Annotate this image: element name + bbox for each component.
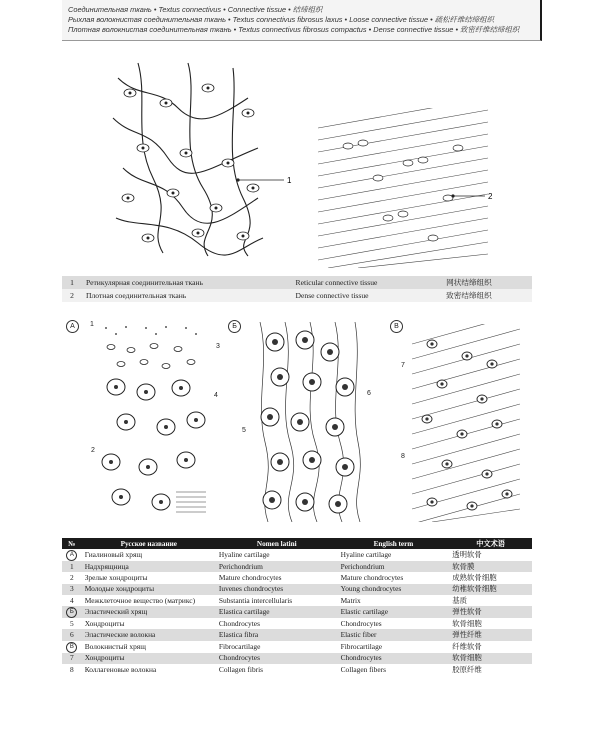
russian-term: Хондроциты — [84, 618, 125, 628]
chinese-term: 幼稚软骨细胞 — [449, 584, 532, 595]
table-row — [62, 584, 532, 595]
panel-label-v: B — [390, 320, 403, 333]
chinese-term: 弹性软骨 — [449, 606, 532, 618]
latin-term: Substantia intercellularis — [218, 595, 293, 605]
english-term: Young chondrocytes — [338, 584, 450, 595]
row-number-label: Б — [66, 607, 77, 618]
header-english: English term — [338, 538, 450, 549]
chinese-term: 弹性纤维 — [449, 629, 532, 640]
header-number: № — [62, 538, 82, 549]
figure-hyaline-cartilage — [86, 322, 226, 522]
row-number — [62, 618, 82, 629]
row-number-label: 4 — [70, 595, 74, 605]
row-number — [62, 572, 82, 583]
row-number — [62, 561, 82, 572]
english-term: Fibrocartilage — [340, 641, 383, 651]
table-row — [62, 606, 532, 618]
chinese-term: 成熟软骨细胞 — [452, 572, 497, 582]
callout-3: 3 — [216, 343, 220, 350]
table-header-row — [62, 538, 532, 549]
table-row — [62, 549, 532, 561]
english-term: Mature chondrocytes — [340, 572, 404, 582]
russian-term: Волокнистый хрящ — [84, 641, 146, 651]
header-russian: Русское название — [82, 538, 216, 549]
cartilage-table — [62, 538, 532, 675]
latin-term: Collagen fibris — [218, 664, 264, 674]
row-number — [62, 606, 82, 618]
callout-7: 7 — [401, 362, 405, 369]
row-number-label: 2 — [70, 572, 74, 582]
header-chinese: 中文术语 — [449, 538, 532, 549]
callout-4: 4 — [214, 392, 218, 399]
figure-fibrocartilage — [412, 324, 520, 522]
table-row — [62, 572, 532, 583]
english-term: Elastic fiber — [338, 629, 450, 640]
russian-term: Надхрящница — [82, 561, 216, 572]
table-body — [62, 549, 532, 675]
callout-5: 5 — [242, 427, 246, 434]
row-number-label: B — [66, 642, 77, 653]
row-number-label: 3 — [70, 584, 74, 594]
chinese-term: 纤维软骨 — [452, 641, 482, 651]
row-number — [62, 641, 82, 653]
table-row — [62, 629, 532, 640]
latin-term: Chondrocytes — [216, 653, 338, 664]
row-number — [62, 653, 82, 664]
english-term: Perichondrium — [338, 561, 450, 572]
row-number-label: 1 — [70, 561, 74, 571]
callout-1: 1 — [287, 176, 292, 185]
chinese-term: 软骨细胞 — [452, 618, 482, 628]
row-number: 1 — [62, 276, 82, 289]
chinese-term: 胶原纤维 — [452, 664, 482, 674]
row-number-label: 8 — [70, 664, 74, 674]
chinese-term: 网状结缔组织 — [442, 276, 532, 289]
chinese-term: 软骨膜 — [449, 561, 532, 572]
panel-label-a: A — [66, 320, 79, 333]
callout-6: 6 — [367, 390, 371, 397]
russian-term: Хондроциты — [82, 653, 216, 664]
russian-term: Эластический хрящ — [82, 606, 216, 618]
russian-term: Эластические волокна — [82, 629, 216, 640]
english-term: Reticular connective tissue — [292, 276, 443, 289]
russian-term: Ретикулярная соединительная ткань — [82, 276, 292, 289]
callout-2: 2 — [488, 192, 493, 201]
english-term: Hyaline cartilage — [340, 550, 392, 559]
row-number — [62, 629, 82, 640]
row-number — [62, 664, 82, 675]
russian-term: Молодые хондроциты — [82, 584, 216, 595]
latin-term: Elastica fibra — [216, 629, 338, 640]
latin-term: Fibrocartilage — [218, 641, 261, 651]
chinese-term: 软骨细胞 — [449, 653, 532, 664]
row-number: 2 — [62, 289, 82, 302]
table-row — [62, 653, 532, 664]
latin-term: Elastica cartilage — [216, 606, 338, 618]
table-row — [62, 276, 532, 289]
header-line: Плотная волокнистая соединительная ткань • Textus connectivus fibrosus compactus • Dense connective tissue • 致密纤维结缔组织 — [68, 25, 520, 34]
russian-term: Плотная соединительная ткань — [82, 289, 292, 302]
chinese-term: 透明软骨 — [452, 550, 482, 559]
callout-1: 1 — [90, 321, 94, 328]
latin-term: Hyaline cartilage — [218, 550, 270, 559]
page-header — [62, 0, 542, 41]
callout-2: 2 — [91, 447, 95, 454]
table-row — [62, 561, 532, 572]
table-row — [62, 289, 532, 302]
latin-term: Iuvenes chondrocytes — [216, 584, 338, 595]
row-number — [62, 584, 82, 595]
row-number — [62, 595, 82, 606]
russian-term: Зрелые хондроциты — [84, 572, 148, 582]
russian-term: Межклеточное вещество (матрикс) — [84, 595, 196, 605]
chinese-term: 致密结缔组织 — [442, 289, 532, 302]
row-number-label: 6 — [70, 630, 74, 640]
english-term: Elastic cartilage — [338, 606, 450, 618]
russian-term: Гиалиновый хрящ — [84, 550, 143, 559]
table-row — [62, 641, 532, 653]
figure-reticular-tissue — [108, 58, 298, 258]
row-number — [62, 549, 82, 561]
english-term: Matrix — [340, 595, 361, 605]
callout-8: 8 — [401, 453, 405, 460]
english-term: Chondrocytes — [340, 618, 382, 628]
table-row — [62, 664, 532, 675]
latin-term: Mature chondrocytes — [218, 572, 282, 582]
panel-label-b: Б — [228, 320, 241, 333]
header-latin: Nomen latini — [216, 538, 338, 549]
tissue-table — [62, 276, 532, 302]
russian-term: Коллагеновые волокна — [84, 664, 157, 674]
chinese-term: 基质 — [452, 595, 468, 605]
row-number-label: 5 — [70, 618, 74, 628]
header-line: Рыхлая волокнистая соединительная ткань • Textus connectivus fibrosus laxus • Loose connective tissue • 疏松纤维结缔组织 — [68, 15, 494, 24]
table-row — [62, 618, 532, 629]
english-term: Chondrocytes — [338, 653, 450, 664]
row-number-label: A — [66, 550, 77, 561]
latin-term: Chondrocytes — [218, 618, 260, 628]
english-term: Collagen fibers — [340, 664, 386, 674]
english-term: Dense connective tissue — [292, 289, 443, 302]
figure-elastic-cartilage — [250, 322, 365, 522]
row-number-label: 7 — [70, 653, 74, 663]
header-line: Соединительная ткань • Textus connectivus • Connective tissue • 结缔组织 — [68, 5, 323, 14]
latin-term: Perichondrium — [216, 561, 338, 572]
table-row — [62, 595, 532, 606]
figure-dense-tissue — [318, 108, 503, 268]
